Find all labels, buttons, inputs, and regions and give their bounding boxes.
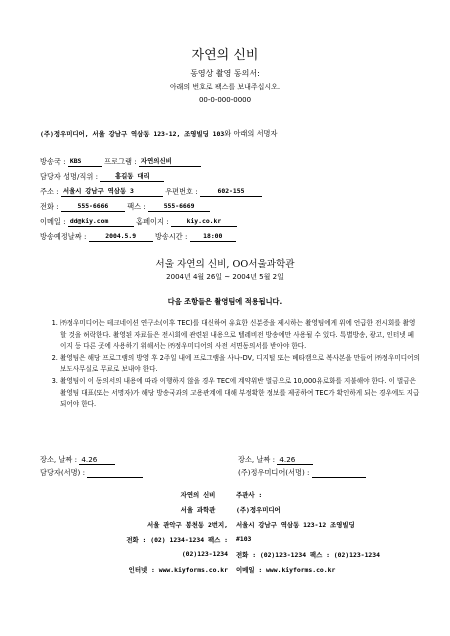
email-label: 이메일 :	[40, 217, 66, 226]
footer-right-address: 서울시 강남구 역삼동 123-12 조영빌딩	[236, 521, 355, 529]
zip-field[interactable]: 602-155	[200, 187, 262, 197]
intro-line	[40, 129, 277, 139]
right-signer-row	[238, 468, 366, 478]
left-signer-row	[40, 468, 143, 478]
program-label: 프로그램 :	[104, 157, 137, 166]
fax-number: 00-0-000-0000	[198, 96, 252, 104]
broadcast-date-row	[40, 232, 236, 242]
contact-row	[40, 172, 164, 182]
footer-left-phone: 전화 : (02) 1234-1234 팩스 :	[126, 536, 228, 544]
right-signature-field[interactable]	[312, 477, 366, 478]
footer-left-fax: (02)123-1234	[181, 550, 228, 558]
broadcaster-label: 방송국 :	[40, 157, 66, 166]
phone-label: 전화 :	[40, 202, 59, 211]
broadcaster-field[interactable]: KBS	[68, 157, 102, 167]
homepage-field[interactable]: kiy.co.kr	[171, 217, 237, 227]
footer-left-address: 서울 관악구 봉천동 2번지,	[147, 521, 228, 529]
terms-heading: 다음 조항들은 촬영팀에 적용됩니다.	[167, 297, 283, 306]
address-row	[40, 187, 262, 197]
document-subtitle: 동영상 촬영 동의서:	[190, 69, 260, 78]
intro-suffix: 와 아래의 서명자	[224, 129, 278, 138]
footer-right-company: (주)정우미디어	[236, 506, 281, 514]
footer-left-internet[interactable]: 인터넷 : www.kiyforms.co.kr	[128, 566, 228, 574]
left-signature-field[interactable]	[87, 477, 143, 478]
intro-company: (주)정우미디어, 서울 강남구 역삼동 123-12, 조영빌딩 103	[40, 130, 225, 138]
footer-left-venue: 서울 과학관	[180, 506, 216, 514]
broadcast-date-field[interactable]: 2004.5.9	[89, 232, 153, 242]
right-signer-label: (주)정우미디어(서명) :	[238, 468, 310, 477]
contact-label: 담당자 성명/직위 :	[40, 172, 99, 181]
broadcast-date-label: 방송예정날짜 :	[40, 232, 87, 241]
zip-label: 우편번호 :	[165, 187, 198, 196]
program-field[interactable]: 자연의신비	[139, 157, 201, 167]
contact-field[interactable]: 홍길동 대리	[100, 172, 164, 182]
fax-field[interactable]: 555-6669	[148, 202, 210, 212]
broadcaster-row	[40, 157, 201, 167]
left-place-field[interactable]: 4.26	[79, 455, 115, 465]
right-place-label: 장소, 날짜 :	[238, 455, 276, 464]
right-place-row	[238, 455, 313, 465]
phone-field[interactable]: 555-6666	[61, 202, 125, 212]
terms-list	[50, 318, 420, 411]
broadcast-time-label: 방송시간 :	[154, 232, 188, 241]
email-field[interactable]: dd@kiy.com	[68, 217, 134, 227]
phone-row	[40, 202, 210, 212]
footer-right-sponsor-label: 주관사 :	[236, 491, 263, 499]
term-item: 1. ㈜정우미디어는 테크네이션 연구소(이후 TEC)를 대신하여 유효한 신분증을 제시하는 촬영팀에게 위에 언급한 전시회를 촬영할 것을 허락한다. 촬영된 자료들은 전시회에 관련된 내용으로 텔레비전 방송에만 사용될 수 있다. 특별방송, 광고, 인터넷 페이지 등 다른 곳에 사용하기 위해서는 ㈜정우미디어의 사전 서면동의서를 받아야 한다.	[60, 318, 420, 353]
footer-right-phone-fax: 전화 : (02)123-1234 팩스 : (02)123-1234	[236, 551, 380, 559]
footer-right-suite: #103	[236, 535, 252, 543]
address-label: 주소 :	[40, 187, 59, 196]
left-signer-label: 담당자(서명) :	[40, 468, 86, 477]
homepage-label: 홈페이지 :	[136, 217, 169, 226]
fax-label: 팩스 :	[127, 202, 146, 211]
footer-left-name: 자연의 신비	[180, 491, 216, 499]
address-field[interactable]: 서울시 강남구 역삼동 3	[61, 187, 163, 197]
left-place-label: 장소, 날짜 :	[40, 455, 78, 464]
event-period: 2004년 4월 26일 ~ 2004년 5월 2일	[166, 273, 284, 281]
term-item: 2. 촬영팀은 해당 프로그램의 방영 후 2주일 내에 프로그램을 사나-DV, 디지털 또는 베타캠으로 복사본을 만들어 ㈜정우미디어의 보도사무실로 무료로 보내야 한다.	[60, 353, 420, 376]
left-place-row	[40, 455, 115, 465]
right-place-field[interactable]: 4.26	[277, 455, 313, 465]
fax-instruction: 아래의 번호로 팩스를 보내주십시오.	[169, 83, 281, 91]
email-row	[40, 217, 237, 227]
document-title: 자연의 신비	[191, 48, 259, 63]
broadcast-time-field[interactable]: 18:00	[190, 232, 236, 242]
term-item: 3. 촬영팀이 이 동의서의 내용에 따라 이행하지 않을 경우 TEC에 계약위반 벌금으로 10,000유로화를 지불해야 한다. 이 벌금은 촬영팀 대표(또는 서명자)가 해당 방송국과의 고용관계에 대해 부정확한 정보를 제공하여 TEC가 확인하게 되는 경우에도 지급되어야 한다.	[60, 376, 420, 411]
section-title: 서울 자연의 신비, OO서울과학관	[155, 259, 295, 270]
footer-right-email[interactable]: 이메일 : www.kiyforms.co.kr	[236, 566, 336, 574]
